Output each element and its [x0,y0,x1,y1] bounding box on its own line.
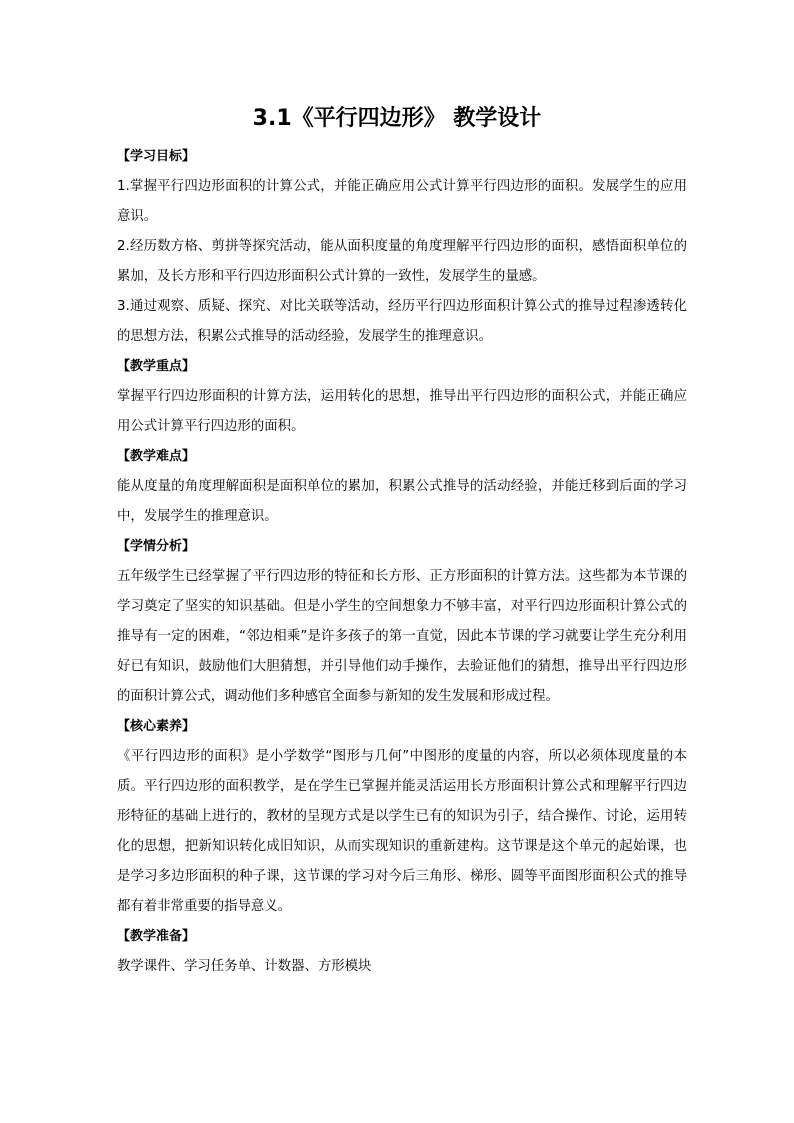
document-body [117,142,687,982]
section-learning-objectives [117,142,687,352]
paragraph: 《平行四边形的面积》是小学数学“图形与几何”中图形的度量的内容，所以必须体现度量的本质。平行四边形的面积教学，是在学生已掌握并能灵活运用长方形面积计算公式和理解平行四边形特征的基础上进行的，教材的呈现方式是以学生已有的知识为引子，结合操作、讨论，运用转化的思想，把新知识转化成旧知识，从而实现知识的重新建构。这节课是这个单元的起始课，也是学习多边形面积的种子课，这节课的学习对今后三角形、梯形、圆等平面图形面积公式的推导都有着非常重要的指导意义。 [117,749,687,914]
section-heading: 【学情分析】 [117,539,196,554]
paragraph: 能从度量的角度理解面积是面积单位的累加，积累公式推导的活动经验，并能迁移到后面的学习中，发展学生的推理意识。 [117,479,687,524]
section-teaching-preparation [117,922,687,982]
paragraph: 五年级学生已经掌握了平行四边形的特征和长方形、正方形面积的计算方法。这些都为本节课的学习奠定了坚实的知识基础。但是小学生的空间想象力不够丰富，对平行四边形面积计算公式的推导有一定的困难，“邻边相乘”是许多孩子的第一直觉，因此本节课的学习就要让学生充分利用好已有知识，鼓励他们大胆猜想，并引导他们动手操作，去验证他们的猜想，推导出平行四边形的面积计算公式，调动他们多种感官全面参与新知的发生发展和形成过程。 [117,569,687,704]
section-teaching-difficulty [117,442,687,532]
document-title: 3.1《平行四边形》 教学设计 [252,106,542,131]
paragraph: 教学课件、学习任务单、计数器、方形模块 [117,959,372,974]
section-heading: 【核心素养】 [117,719,196,734]
paragraph: 2.经历数方格、剪拼等探究活动，能从面积度量的角度理解平行四边形的面积，感悟面积单位的累加，及长方形和平行四边形面积公式计算的一致性，发展学生的量感。 [117,239,687,284]
section-teaching-focus [117,352,687,442]
paragraph: 掌握平行四边形面积的计算方法，运用转化的思想，推导出平行四边形的面积公式，并能正确应用公式计算平行四边形的面积。 [117,389,687,434]
paragraph: 3.通过观察、质疑、探究、对比关联等活动，经历平行四边形面积计算公式的推导过程渗透转化的思想方法，积累公式推导的活动经验，发展学生的推理意识。 [117,299,687,344]
section-heading: 【教学重点】 [117,359,196,374]
section-core-literacy [117,712,687,922]
section-heading: 【学习目标】 [117,149,196,164]
paragraph: 1.掌握平行四边形面积的计算公式，并能正确应用公式计算平行四边形的面积。发展学生的应用意识。 [117,179,687,224]
section-heading: 【教学难点】 [117,449,196,464]
section-learner-analysis [117,532,687,712]
section-heading: 【教学准备】 [117,929,196,944]
